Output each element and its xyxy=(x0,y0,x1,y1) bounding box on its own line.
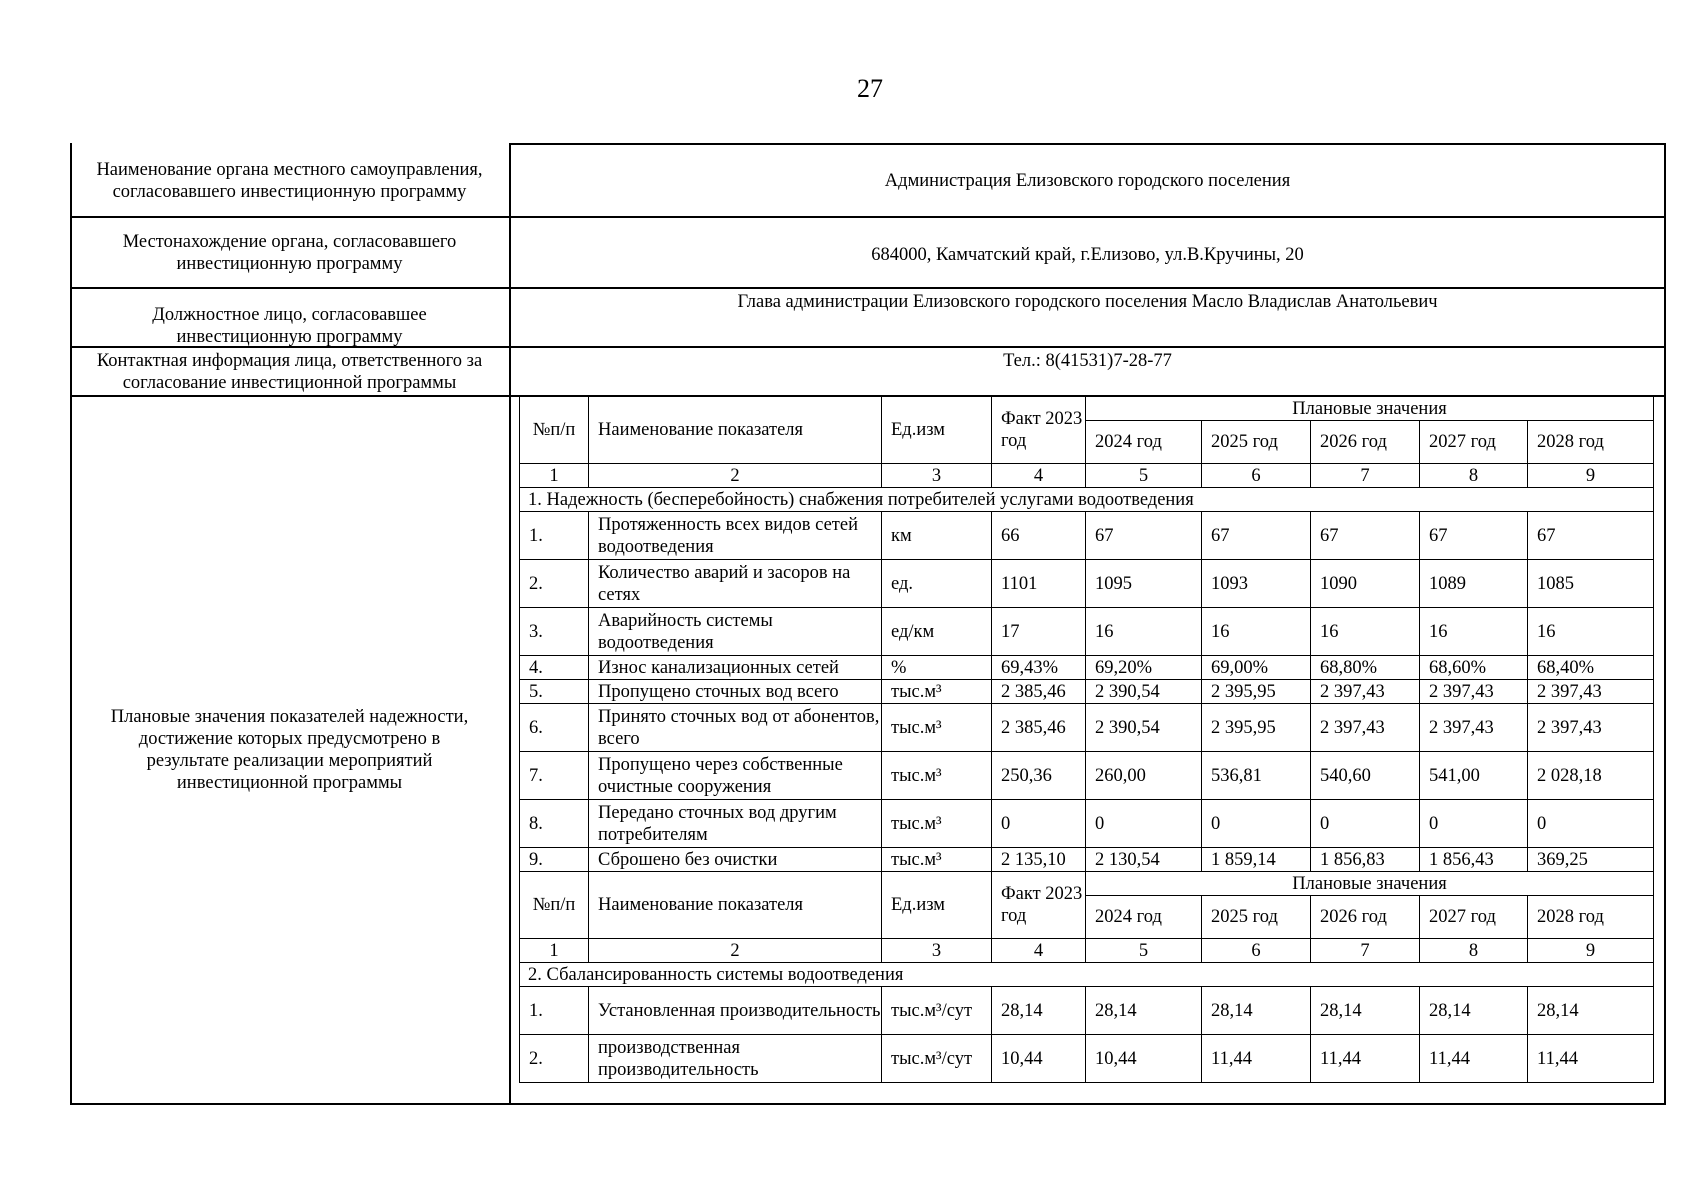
value-cell: 1 856,43 xyxy=(1420,848,1528,872)
value-cell: 2 397,43 xyxy=(1528,680,1654,704)
value-cell: 1093 xyxy=(1202,560,1311,608)
section-title: 1. Надежность (бесперебойность) снабжения потребителей услугами водоотведения xyxy=(520,488,1654,512)
table-row xyxy=(520,800,1654,848)
col-header-year: 2028 год xyxy=(1528,421,1654,464)
table-row xyxy=(520,512,1654,560)
table-row xyxy=(520,560,1654,608)
header-row xyxy=(520,397,1654,421)
col-header-fact: Факт 2023 год xyxy=(992,397,1086,464)
value-cell: 11,44 xyxy=(1311,1035,1420,1083)
value-cell: 68,80% xyxy=(1311,656,1420,680)
col-header-planned: Плановые значения xyxy=(1086,397,1654,421)
value-cell: 16 xyxy=(1528,608,1654,656)
value-cell: 69,43% xyxy=(992,656,1086,680)
value-cell: 16 xyxy=(1202,608,1311,656)
value-cell: 16 xyxy=(1420,608,1528,656)
value-cell: 28,14 xyxy=(1202,987,1311,1035)
row-number: 6. xyxy=(520,704,589,752)
row-number: 1. xyxy=(520,512,589,560)
column-number: 6 xyxy=(1202,939,1311,963)
value-cell: 68,40% xyxy=(1528,656,1654,680)
column-number: 1 xyxy=(520,464,589,488)
unit-cell: тыс.м³/сут xyxy=(882,987,992,1035)
value-cell: 369,25 xyxy=(1528,848,1654,872)
table-row xyxy=(520,1035,1654,1083)
column-number: 6 xyxy=(1202,464,1311,488)
value-cell: 2 395,95 xyxy=(1202,680,1311,704)
value-cell: 2 397,43 xyxy=(1528,704,1654,752)
row-number: 2. xyxy=(520,560,589,608)
approving-body-value: Администрация Елизовского городского поселения xyxy=(884,170,1291,191)
value-cell: 67 xyxy=(1086,512,1202,560)
col-header-unit: Ед.изм xyxy=(882,872,992,939)
column-number: 5 xyxy=(1086,464,1202,488)
value-cell: 540,60 xyxy=(1311,752,1420,800)
value-cell: 1089 xyxy=(1420,560,1528,608)
unit-cell: ед. xyxy=(882,560,992,608)
value-cell: 0 xyxy=(1420,800,1528,848)
table-row xyxy=(520,656,1654,680)
value-cell: 260,00 xyxy=(1086,752,1202,800)
value-cell: 2 385,46 xyxy=(992,704,1086,752)
value-cell: 0 xyxy=(1528,800,1654,848)
value-cell: 10,44 xyxy=(1086,1035,1202,1083)
bottom-border xyxy=(70,1103,1666,1105)
approving-body-label: Наименование органа местного самоуправления, согласовавшего инвестиционную программу xyxy=(96,160,483,202)
value-cell: 2 397,43 xyxy=(1420,704,1528,752)
indicator-name: Установленная производительность xyxy=(589,987,882,1035)
value-cell: 67 xyxy=(1528,512,1654,560)
indicator-name: Протяженность всех видов сетей водоотведения xyxy=(589,512,882,560)
value-cell: 2 395,95 xyxy=(1202,704,1311,752)
value-cell: 11,44 xyxy=(1202,1035,1311,1083)
value-cell: 28,14 xyxy=(1420,987,1528,1035)
column-number: 4 xyxy=(992,939,1086,963)
col-header-year: 2024 год xyxy=(1086,421,1202,464)
section-title-row xyxy=(520,963,1654,987)
indicators-table xyxy=(519,396,1654,1083)
contact-info-value: Тел.: 8(41531)7-28-77 xyxy=(1003,351,1172,371)
indicator-name: Передано сточных вод другим потребителям xyxy=(589,800,882,848)
unit-cell: тыс.м³/сут xyxy=(882,1035,992,1083)
column-numbers-row xyxy=(520,464,1654,488)
value-cell: 16 xyxy=(1311,608,1420,656)
indicator-name: Сброшено без очистки xyxy=(589,848,882,872)
indicator-name: Пропущено сточных вод всего xyxy=(589,680,882,704)
value-cell: 2 130,54 xyxy=(1086,848,1202,872)
column-number: 3 xyxy=(882,464,992,488)
approval-info-table xyxy=(70,143,1666,1105)
official-label: Должностное лицо, согласовавшее инвестиционную программу xyxy=(152,305,427,347)
table-row xyxy=(520,704,1654,752)
column-number: 9 xyxy=(1528,939,1654,963)
unit-cell: тыс.м³ xyxy=(882,680,992,704)
col-header-name: Наименование показателя xyxy=(589,397,882,464)
column-number: 2 xyxy=(589,939,882,963)
unit-cell: тыс.м³ xyxy=(882,848,992,872)
row-number: 7. xyxy=(520,752,589,800)
col-header-year: 2026 год xyxy=(1311,421,1420,464)
value-cell: 0 xyxy=(1086,800,1202,848)
value-cell: 2 028,18 xyxy=(1528,752,1654,800)
col-header-year: 2024 год xyxy=(1086,896,1202,939)
value-cell: 1090 xyxy=(1311,560,1420,608)
col-header-planned: Плановые значения xyxy=(1086,872,1654,896)
value-cell: 67 xyxy=(1311,512,1420,560)
body-location-label: Местонахождение органа, согласовавшего инвестиционную программу xyxy=(122,232,457,274)
value-cell: 1085 xyxy=(1528,560,1654,608)
col-header-year: 2027 год xyxy=(1420,421,1528,464)
column-number: 8 xyxy=(1420,464,1528,488)
page-number: 27 xyxy=(857,74,883,103)
body-location-value: 684000, Камчатский край, г.Елизово, ул.В.Кручины, 20 xyxy=(871,244,1304,265)
col-header-year: 2025 год xyxy=(1202,896,1311,939)
indicator-name: Аварийность системы водоотведения xyxy=(589,608,882,656)
value-cell: 67 xyxy=(1420,512,1528,560)
indicator-name: Количество аварий и засоров на сетях xyxy=(589,560,882,608)
col-header-year: 2028 год xyxy=(1528,896,1654,939)
unit-cell: тыс.м³ xyxy=(882,800,992,848)
unit-cell: тыс.м³ xyxy=(882,752,992,800)
value-cell: 69,00% xyxy=(1202,656,1311,680)
row-number: 4. xyxy=(520,656,589,680)
table-row xyxy=(520,680,1654,704)
value-cell: 2 397,43 xyxy=(1311,680,1420,704)
column-number: 9 xyxy=(1528,464,1654,488)
row-number: 9. xyxy=(520,848,589,872)
col-header-fact: Факт 2023 год xyxy=(992,872,1086,939)
column-number: 4 xyxy=(992,464,1086,488)
column-numbers-row xyxy=(520,939,1654,963)
value-cell: 2 397,43 xyxy=(1311,704,1420,752)
col-header-name: Наименование показателя xyxy=(589,872,882,939)
column-number: 2 xyxy=(589,464,882,488)
col-header-year: 2027 год xyxy=(1420,896,1528,939)
value-cell: 16 xyxy=(1086,608,1202,656)
table-row xyxy=(520,848,1654,872)
row-number: 5. xyxy=(520,680,589,704)
planned-indicators-label: Плановые значения показателей надежности, достижение которых предусмотрено в результате реализации мероприятий инвестиционной программы xyxy=(110,707,469,793)
table-row xyxy=(520,987,1654,1035)
column-number: 8 xyxy=(1420,939,1528,963)
value-cell: 0 xyxy=(992,800,1086,848)
column-number: 5 xyxy=(1086,939,1202,963)
value-cell: 1 856,83 xyxy=(1311,848,1420,872)
table-row xyxy=(520,752,1654,800)
value-cell: 11,44 xyxy=(1420,1035,1528,1083)
indicator-name: Износ канализационных сетей xyxy=(589,656,882,680)
value-cell: 2 390,54 xyxy=(1086,680,1202,704)
indicator-name: Принято сточных вод от абонентов, всего xyxy=(589,704,882,752)
value-cell: 17 xyxy=(992,608,1086,656)
unit-cell: тыс.м³ xyxy=(882,704,992,752)
section-title-row xyxy=(520,488,1654,512)
column-number: 7 xyxy=(1311,464,1420,488)
unit-cell: % xyxy=(882,656,992,680)
value-cell: 69,20% xyxy=(1086,656,1202,680)
row-number: 1. xyxy=(520,987,589,1035)
value-cell: 541,00 xyxy=(1420,752,1528,800)
value-cell: 1 859,14 xyxy=(1202,848,1311,872)
official-value: Глава администрации Елизовского городского поселения Масло Владислав Анатольевич xyxy=(737,292,1438,312)
value-cell: 11,44 xyxy=(1528,1035,1654,1083)
value-cell: 1095 xyxy=(1086,560,1202,608)
value-cell: 68,60% xyxy=(1420,656,1528,680)
value-cell: 67 xyxy=(1202,512,1311,560)
row-number: 8. xyxy=(520,800,589,848)
value-cell: 28,14 xyxy=(1311,987,1420,1035)
value-cell: 2 390,54 xyxy=(1086,704,1202,752)
value-cell: 2 397,43 xyxy=(1420,680,1528,704)
value-cell: 0 xyxy=(1311,800,1420,848)
unit-cell: ед/км xyxy=(882,608,992,656)
contact-info-label: Контактная информация лица, ответственного за согласование инвестиционной программы xyxy=(96,350,483,393)
header-row xyxy=(520,872,1654,896)
column-number: 7 xyxy=(1311,939,1420,963)
column-number: 3 xyxy=(882,939,992,963)
col-header-year: 2026 год xyxy=(1311,896,1420,939)
value-cell: 2 385,46 xyxy=(992,680,1086,704)
section-title: 2. Сбалансированность системы водоотведения xyxy=(520,963,1654,987)
value-cell: 28,14 xyxy=(1528,987,1654,1035)
value-cell: 28,14 xyxy=(1086,987,1202,1035)
value-cell: 28,14 xyxy=(992,987,1086,1035)
value-cell: 1101 xyxy=(992,560,1086,608)
indicator-name: производственная производительность xyxy=(589,1035,882,1083)
value-cell: 0 xyxy=(1202,800,1311,848)
row-number: 3. xyxy=(520,608,589,656)
value-cell: 10,44 xyxy=(992,1035,1086,1083)
value-cell: 536,81 xyxy=(1202,752,1311,800)
col-header-year: 2025 год xyxy=(1202,421,1311,464)
table-row xyxy=(520,608,1654,656)
col-header-num: №п/п xyxy=(520,397,589,464)
value-cell: 250,36 xyxy=(992,752,1086,800)
col-header-num: №п/п xyxy=(520,872,589,939)
value-cell: 2 135,10 xyxy=(992,848,1086,872)
column-number: 1 xyxy=(520,939,589,963)
col-header-unit: Ед.изм xyxy=(882,397,992,464)
unit-cell: км xyxy=(882,512,992,560)
row-number: 2. xyxy=(520,1035,589,1083)
value-cell: 66 xyxy=(992,512,1086,560)
indicator-name: Пропущено через собственные очистные сооружения xyxy=(589,752,882,800)
